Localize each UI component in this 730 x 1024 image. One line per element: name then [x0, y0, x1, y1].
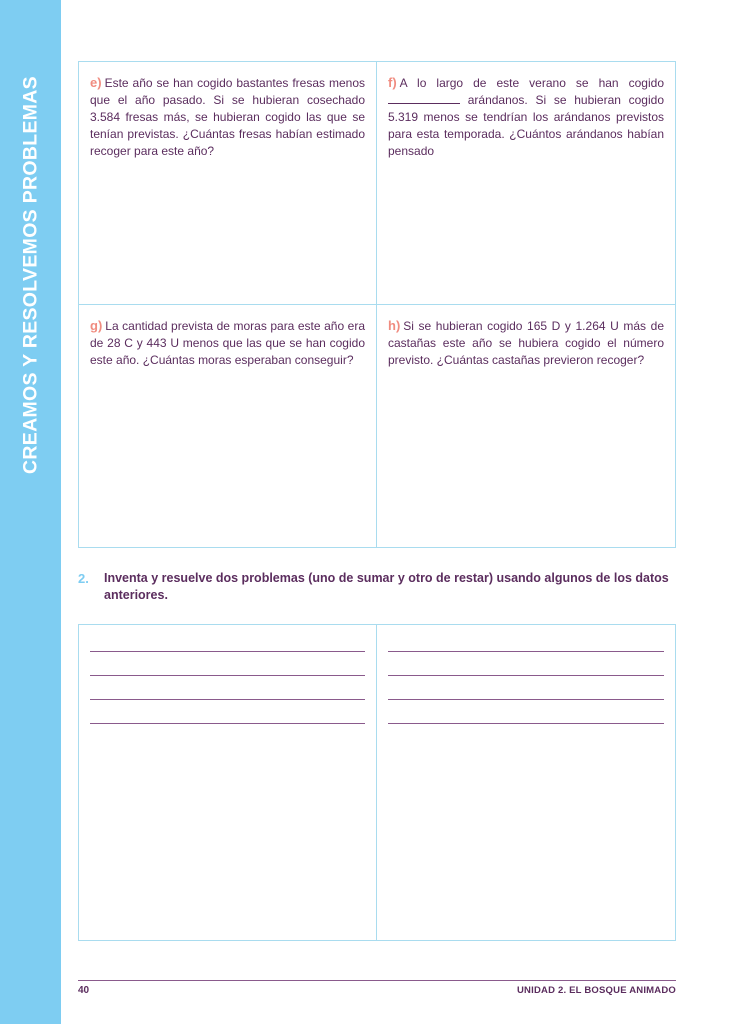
problem-f-blank — [388, 94, 460, 104]
problems-grid — [78, 61, 676, 548]
problem-g — [90, 317, 365, 369]
problem-h — [388, 317, 664, 369]
writing-line — [90, 651, 365, 652]
problem-g-letter: g) — [90, 317, 103, 333]
exercise-number: 2. — [78, 571, 89, 586]
writing-line — [388, 699, 664, 700]
side-title: CREAMOS Y RESOLVEMOS PROBLEMAS — [19, 76, 42, 474]
writing-line — [90, 723, 365, 724]
problem-e — [90, 74, 365, 160]
answer-cell-right — [377, 625, 675, 940]
problem-f-text-after: arándanos. Si se hubieran cogido 5.319 menos se tendrían los arándanos previstos para esta temporada. ¿Cuántos arándanos habían pensado — [388, 93, 664, 158]
side-band — [0, 0, 61, 1024]
problem-h-letter: h) — [388, 317, 401, 333]
problem-f-text-before: A lo largo de este verano se han cogido — [399, 76, 664, 90]
exercise-text: Inventa y resuelve dos problemas (uno de sumar y otro de restar) usando algunos de los datos anteriores. — [104, 571, 669, 602]
problem-f-cell — [377, 62, 675, 305]
problem-h-cell — [377, 305, 675, 548]
problem-e-cell — [79, 62, 377, 305]
writing-line — [388, 675, 664, 676]
page-number: 40 — [78, 985, 90, 996]
problem-e-letter: e) — [90, 75, 102, 90]
problem-e-text: Este año se han cogido bastantes fresas menos que el año pasado. Si se hubieran cosechado 3.584 fresas más, se hubieran cogido las que se tenían previstas. ¿Cuántas fresas habían estimado recoger para este año? — [90, 76, 365, 158]
writing-line — [90, 699, 365, 700]
unit-label: UNIDAD 2. EL BOSQUE ANIMADO — [517, 985, 676, 996]
footer-rule — [78, 980, 676, 981]
writing-line — [388, 651, 664, 652]
problem-f — [388, 74, 664, 160]
problem-g-text: La cantidad prevista de moras para este año era de 28 C y 443 U menos que las que se han cogido este año. ¿Cuántas moras esperaban conseguir? — [90, 318, 365, 367]
problem-h-text: Si se hubieran cogido 165 D y 1.264 U más de castañas este año se hubiera cogido el número previsto. ¿Cuántas castañas previeron recoger? — [388, 318, 664, 367]
answer-cell-left — [79, 625, 377, 940]
writing-line — [90, 675, 365, 676]
problem-f-letter: f) — [388, 75, 397, 90]
problem-g-cell — [79, 305, 377, 548]
exercise-2 — [78, 570, 678, 604]
answer-grid — [78, 624, 676, 941]
writing-line — [388, 723, 664, 724]
